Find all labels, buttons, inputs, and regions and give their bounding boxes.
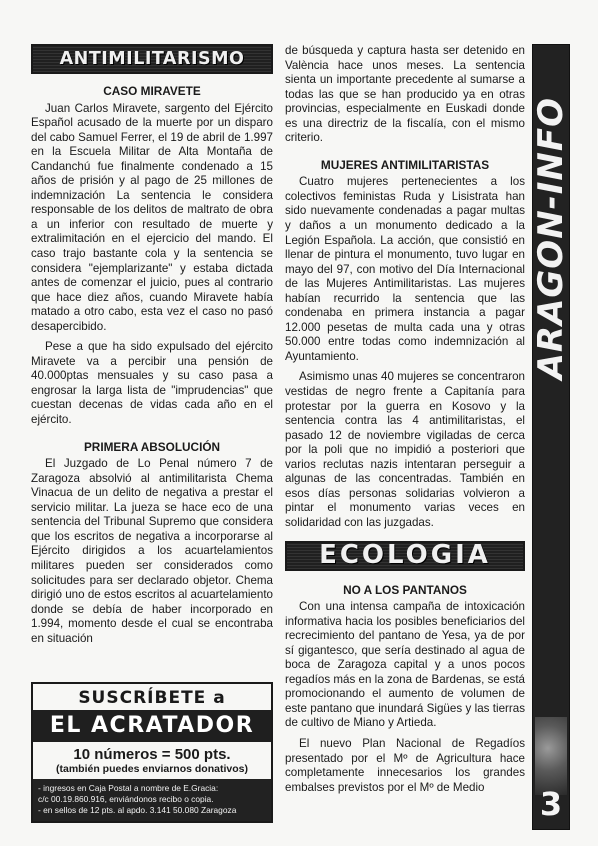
pantanos-paragraph-1: Con una intensa campaña de intoxicación informativa hacia los posibles beneficiarios del recrecimiento del pantano de Yesa, ya de por sí gigantesco, que sería destinado al agua de boca de Zaragoza capital y a unos pocos regadíos más en la zona de Bardenas, se está promocionando el aumento de volumen de este pantano que inundará Sigües y las tierras de cultivo de Miano y Artieda. [285, 600, 525, 730]
primera-absolucion-continuation: de búsqueda y captura hasta ser detenido en València hace unos meses. La sentencia sienta un importante precedente al sumarse a todas las que se han producido ya en otras provincias, especialmente en Euskadi donde es una directriz de la fiscalía, con el mismo criterio. [285, 44, 525, 145]
side-strip [532, 44, 570, 830]
primera-absolucion-paragraph-1: El Juzgado de Lo Penal número 7 de Zaragoza absolvió al antimilitarista Chema Vinacua de un delito de negativa a prestar el servicio militar. La jueza se hace eco de una sentencia del Tribunal Supremo que considera que los escritos de negativa a incorporarse al Ejército dirigidos a los acuartelamientos militares pueden ser considerados como solicitudes para ser declarado objetor. Chema dirigió uno de estos escritos al acuartelamiento donde se debía de haber incorporado en 1.994, momento desde el cual se encontraba en situación [31, 457, 273, 645]
subscribe-heading: SUSCRÍBETE a [78, 688, 226, 708]
primera-absolucion-heading: PRIMERA ABSOLUCIÓN [83, 439, 221, 454]
no-a-los-pantanos-heading: NO A LOS PANTANOS [343, 582, 467, 597]
instruction-line: - ingresos en Caja Postal a nombre de E.Gracia: [38, 783, 219, 793]
instruction-line: c/c 00.19.860.916, enviándonos recibo o copia. [38, 794, 214, 804]
publication-title: EL ACRATADOR [33, 710, 271, 742]
ecologia-banner: ECOLOGIA [285, 541, 525, 571]
mujeres-antimilitaristas-heading: MUJERES ANTIMILITARISTAS [320, 157, 490, 172]
subscription-price: 10 números = 500 pts. [73, 746, 231, 763]
caso-miravete-paragraph-2: Pese a que ha sido expulsado del ejército Miravete va a percibir una pensión de 40.000ptas mensuales y su caso pasa a engrosar la larga lista de "imprudencias" que cuestan decenas de vidas cada año en el ejército. [31, 340, 273, 427]
subscription-box [31, 682, 273, 823]
mujeres-paragraph-1: Cuatro mujeres pertenecientes a los colectivos feministas Ruda y Lisistrata han sido nuevamente condenadas a pagar multas y daños a un monumento dedicado a la Legión Española. La acción, que consistió en llenar de pintura el monumento, tuvo lugar en mayo del 97, con motivo del Día Internacional de las Mujeres Antimilitaristas. Las mujeres habían recurrido la sentencia que las condenaba en primera instancia a pagar 12.000 pesetas de multa cada una y otras 50.000 entre todas como indemnización al Ayuntamiento. [285, 175, 525, 363]
antimilitarismo-banner: ANTIMILITARISMO [31, 44, 273, 74]
left-column [31, 44, 273, 652]
page-number: 3 [539, 785, 563, 823]
section-title-vertical [531, 97, 571, 379]
caso-miravete-paragraph-1: Juan Carlos Miravete, sargento del Ejército Español acusado de la muerte por un disparo del cabo Samuel Ferrer, el 19 de abril de 1.997 en la Escuela Militar de Alta Montaña de Candanchú fue finalmente condenado a 15 años de prisión y al pago de 25 millones de indemnización La sentencia le considera responsable de los delitos de maltrato de obra a un inferior con resultado de muerte y extralimitación en el ejercicio del mando. El caso trajo bastante cola y la sentencia se considera "ejemplarizante" y estaba dictada antes de comenzar el juicio, pues al contrario que hace diez años, cuando Miravete había matado a otro cabo, esta vez el caso no pasó desapercibido. [31, 101, 273, 333]
side-photo [535, 717, 567, 795]
subscription-instructions [33, 779, 271, 821]
pantanos-paragraph-2: El nuevo Plan Nacional de Regadíos presentado por el Mº de Agricultura hace completamente innecesarios los grandes embalses previstos por el Mº de Medio [285, 736, 525, 794]
right-column [285, 44, 525, 801]
instruction-line: - en sellos de 12 pts. al apdo. 3.141 50.080 Zaragoza [38, 805, 237, 815]
caso-miravete-heading: CASO MIRAVETE [103, 84, 201, 98]
section-title-text: ARAGON-INFO [531, 97, 571, 380]
donation-note: (también puedes enviarnos donativos) [56, 763, 248, 775]
mujeres-paragraph-2: Asimismo unas 40 mujeres se concentraron vestidas de negro frente a Capitanía para protestar por la guerra en Kosovo y la sentencia contra las 4 antimilitaristas, el pasado 12 de noviembre vigiladas de cerca por la poli que no impidió a posteriori que varios reclutas nazis intentaran perseguir a algunas de las concentradas. También en esos días personas solidarias volvieron a pintar el monumento varias veces en solidaridad con las juzgadas. [285, 370, 525, 529]
